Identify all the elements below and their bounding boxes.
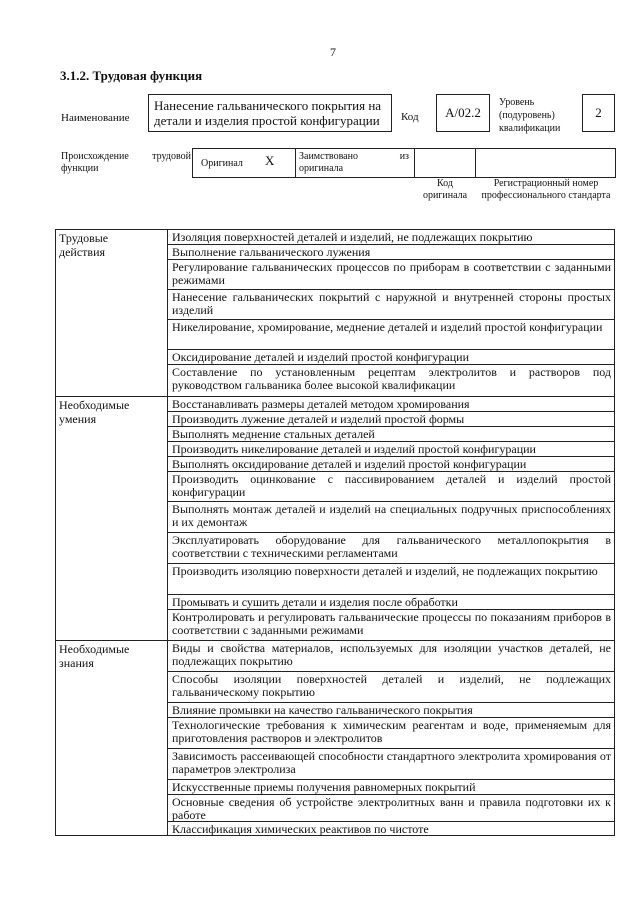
origin-label: Происхождение трудовой функции <box>61 151 191 174</box>
action-item: Изоляция поверхностей деталей и изделий, не подлежащих покрытию <box>167 229 615 245</box>
action-item: Выполнение гальванического лужения <box>167 244 615 260</box>
skill-item: Выполнять меднение стальных деталей <box>167 426 615 442</box>
action-item: Оксидирование деталей и изделий простой конфигурации <box>167 349 615 365</box>
code-label: Код <box>401 111 419 123</box>
skill-item: Производить никелирование деталей и изделий простой конфигурации <box>167 441 615 457</box>
section-title: 3.1.2. Трудовая функция <box>60 68 203 83</box>
action-item: Нанесение гальванических покрытий с наружной и внутренней стороны простых изделий <box>167 289 615 320</box>
origin-divider-1 <box>295 148 296 178</box>
skill-item: Промывать и сушить детали и изделия после обработки <box>167 594 615 610</box>
level-value: 2 <box>582 94 615 132</box>
functions-table <box>55 229 615 836</box>
code-original-label: Код оригинала <box>422 178 468 201</box>
section-label-knowledge: Необходимые знания <box>59 642 130 670</box>
skill-item: Выполнять оксидирование деталей и изделий простой конфигурации <box>167 456 615 472</box>
knowledge-item: Технологические требования к химическим реагентам и воде, применяемым для приготовления растворов и электролитов <box>167 717 615 749</box>
reg-number-label: Регистрационный номер профессионального стандарта <box>481 178 611 201</box>
section-label-actions: Трудовые действия <box>59 231 109 259</box>
original-label: Оригинал <box>201 158 243 169</box>
knowledge-item: Основные сведения об устройстве электролитных ванн и правила подготовки их к работе <box>167 794 615 822</box>
section-label-column <box>55 229 168 836</box>
page-number: 7 <box>330 45 336 59</box>
knowledge-item: Классификация химических реактивов по чистоте <box>167 821 615 836</box>
knowledge-item: Способы изоляции поверхностей деталей и изделий, не подлежащих гальваническому покрытию <box>167 671 615 703</box>
name-label: Наименование <box>61 112 130 124</box>
skill-item: Производить лужение деталей и изделий простой формы <box>167 411 615 427</box>
origin-divider-2 <box>414 148 415 178</box>
name-value: Нанесение гальванического покрытия на детали и изделия простой конфигурации <box>148 94 392 132</box>
knowledge-item: Искусственные приемы получения равномерных покрытий <box>167 779 615 795</box>
borrowed-label: Заимствовано из оригинала <box>299 151 409 174</box>
section-label-skills: Необходимые умения <box>59 398 130 426</box>
origin-divider-3 <box>475 148 476 178</box>
knowledge-item: Виды и свойства материалов, используемых для изоляции участков деталей, не подлежащих покрытию <box>167 640 615 672</box>
original-mark: X <box>265 153 275 168</box>
skill-item: Восстанавливать размеры деталей методом хромирования <box>167 396 615 412</box>
knowledge-item: Влияние промывки на качество гальванического покрытия <box>167 702 615 718</box>
action-item: Регулирование гальванических процессов по приборам в соответствии с заданными режимами <box>167 259 615 290</box>
code-value: A/02.2 <box>436 94 490 132</box>
skill-item: Контролировать и регулировать гальванические процессы по показаниям приборов в соответствии с заданными режимами <box>167 609 615 641</box>
level-label: Уровень (подуровень) квалификации <box>499 97 561 134</box>
skill-item: Выполнять монтаж деталей и изделий на специальных подручных приспособлениях и их демонтаж <box>167 501 615 533</box>
skill-item: Эксплуатировать оборудование для гальванического металлопокрытия в соответствии с техническими регламентами <box>167 532 615 564</box>
section-divider <box>55 640 168 641</box>
section-divider <box>55 396 168 397</box>
action-item: Составление по установленным рецептам электролитов и растворов под руководством гальваника более высокой квалификации <box>167 364 615 397</box>
skill-item: Производить оцинкование с пассивированием деталей и изделий простой конфигурации <box>167 471 615 502</box>
skill-item: Производить изоляцию поверхности деталей и изделий, не подлежащих покрытию <box>167 563 615 595</box>
action-item: Никелирование, хромирование, меднение деталей и изделий простой конфигурации <box>167 319 615 350</box>
knowledge-item: Зависимость рассеивающей способности стандартного электролита хромирования от параметров электролиза <box>167 748 615 780</box>
